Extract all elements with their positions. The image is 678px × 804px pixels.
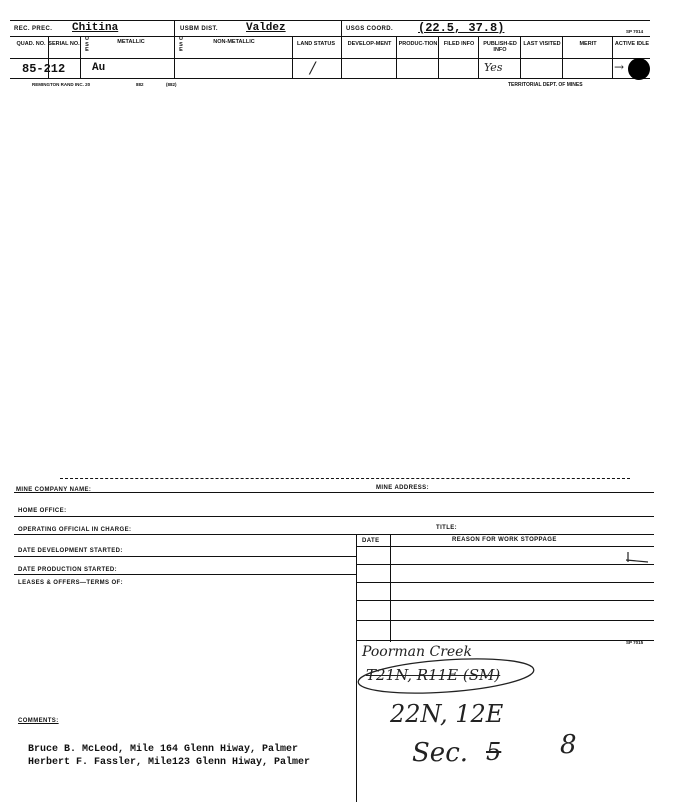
usgs-coord-value: (22.5, 37.8)	[418, 21, 505, 35]
printer-code-2: (882)	[166, 82, 177, 87]
rec-prec-value: Chitina	[72, 22, 119, 34]
reason-column-header: REASON FOR WORK STOPPAGE	[452, 537, 557, 543]
col-use-2: U S E	[179, 36, 183, 53]
published-info-value: Yes	[484, 61, 503, 74]
title-label: TITLE:	[436, 525, 458, 531]
handwritten-new-township: 22N, 12E	[390, 700, 504, 728]
col-production: PRODUC-TION	[398, 41, 438, 47]
operating-official-label: OPERATING OFFICIAL IN CHARGE:	[18, 527, 132, 533]
comment-line-2: Herbert F. Fassler, Mile123 Glenn Hiway, Palmer	[28, 757, 311, 768]
handwritten-section-label: Sec.	[412, 738, 469, 768]
usbm-dist-value: Valdez	[246, 22, 286, 34]
col-development: DEVELOP-MENT	[347, 41, 392, 47]
home-office-label: HOME OFFICE:	[18, 508, 67, 514]
comments-label: COMMENTS:	[18, 718, 59, 724]
bottom-form-number: SP 7015	[626, 640, 644, 645]
col-use-1: U S E	[85, 36, 89, 53]
date-column-header: DATE	[362, 538, 380, 544]
comment-line-1: Bruce B. McLeod, Mile 164 Glenn Hiway, Palmer	[28, 744, 299, 755]
mine-company-name-label: MINE COMPANY NAME:	[16, 487, 92, 493]
quad-serial-value: 85-212	[22, 62, 66, 76]
col-merit: MERIT	[579, 41, 597, 47]
col-metallic: METALLIC	[117, 39, 145, 45]
usgs-coord-label: USGS COORD.	[346, 26, 394, 32]
active-check-mark: →	[614, 60, 625, 74]
handwritten-section-value: 8	[560, 730, 577, 760]
township-circle	[357, 654, 535, 698]
date-production-label: DATE PRODUCTION STARTED:	[18, 567, 118, 573]
col-published-info: PUBLISH-ED INFO	[483, 41, 517, 53]
metallic-value: Au	[92, 62, 106, 74]
printer-code-1: 882	[136, 82, 144, 87]
col-last-visited: LAST VISITED	[523, 41, 561, 47]
col-serial-no: SERIAL NO.	[48, 41, 80, 47]
handwritten-creek: Poorman Creek	[362, 644, 472, 660]
rec-prec-label: REC. PREC.	[14, 26, 53, 32]
usbm-dist-label: USBM DIST.	[180, 26, 219, 32]
handwritten-section-struck: 5	[486, 738, 502, 766]
col-quad-no: QUAD. NO.	[16, 41, 46, 47]
col-active-idle: ACTIVE IDLE	[614, 41, 650, 47]
col-filed-info: FILED INFO	[443, 41, 475, 47]
stoppage-tick-mark	[626, 560, 648, 562]
handwritten-old-township: T21N, R11E (SM)	[366, 666, 501, 684]
mine-address-label: MINE ADDRESS:	[376, 485, 429, 491]
form-number: SP 7014	[626, 29, 644, 34]
printer-credit: REMINGTON RAND INC. 20	[32, 82, 91, 87]
land-status-mark: /	[310, 58, 316, 77]
date-development-label: DATE DEVELOPMENT STARTED:	[18, 548, 123, 554]
col-non-metallic: NON-METALLIC	[213, 39, 255, 45]
leases-label: LEASES & OFFERS—TERMS OF:	[18, 580, 124, 586]
col-land-status: LAND STATUS	[297, 41, 335, 47]
territorial-dept: TERRITORIAL DEPT. OF MINES	[508, 82, 583, 88]
